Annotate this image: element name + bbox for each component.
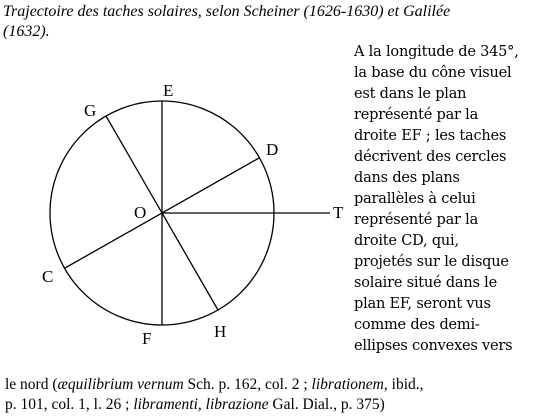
citation-segment: p. 101, col. 1, l. 26 ; — [5, 396, 134, 413]
citation-italic-segment: æquilibrium vernum — [57, 376, 184, 393]
citation-segment: , ibid., — [383, 376, 424, 393]
explanation-line: la base du cône visuel — [354, 65, 512, 81]
label-C: C — [42, 267, 54, 286]
explanation-line: parallèles à celui — [354, 191, 476, 207]
explanation-line: A la longitude de 345°, — [354, 44, 519, 60]
explanation-text — [354, 42, 540, 357]
explanation-line: solaire situé dans le — [354, 275, 497, 291]
explanation-line: est dans le plan — [354, 86, 467, 102]
citation-segment: le nord ( — [5, 376, 58, 393]
explanation-line: décrivent des cercles — [354, 149, 507, 165]
label-O: O — [134, 203, 147, 222]
label-T: T — [333, 203, 344, 222]
citation-line-2 — [5, 395, 540, 415]
explanation-line: droite EF ; les taches — [354, 128, 507, 144]
label-G: G — [84, 101, 97, 120]
label-H: H — [214, 322, 227, 341]
citation-segment: Gal. Dial., p. 375) — [268, 396, 385, 413]
explanation-line: représenté par la — [354, 212, 479, 228]
explanation-line: comme des demi- — [354, 317, 480, 333]
explanation-line: dans des plans — [354, 170, 460, 186]
label-D: D — [266, 140, 279, 159]
citation-italic-segment: libramenti, librazione — [133, 396, 269, 413]
citation-text — [5, 375, 540, 415]
explanation-line: droite CD, qui, — [354, 233, 459, 249]
explanation-line: représenté par la — [354, 107, 479, 123]
title-line-1: Trajectoire des taches solaires, selon Scheiner (1626-1630) et Galilée — [3, 3, 451, 20]
explanation-line: projetés sur le disque — [354, 254, 509, 270]
label-F: F — [142, 329, 152, 348]
explanation-line: plan EF, seront vus — [354, 296, 491, 312]
citation-segment: Sch. p. 162, col. 2 ; — [183, 376, 312, 393]
label-E: E — [163, 81, 174, 100]
citation-italic-segment: librationem — [311, 376, 384, 393]
citation-line-1 — [5, 375, 540, 395]
title-line-2: (1632). — [3, 23, 50, 40]
explanation-line: ellipses convexes vers — [354, 338, 513, 354]
